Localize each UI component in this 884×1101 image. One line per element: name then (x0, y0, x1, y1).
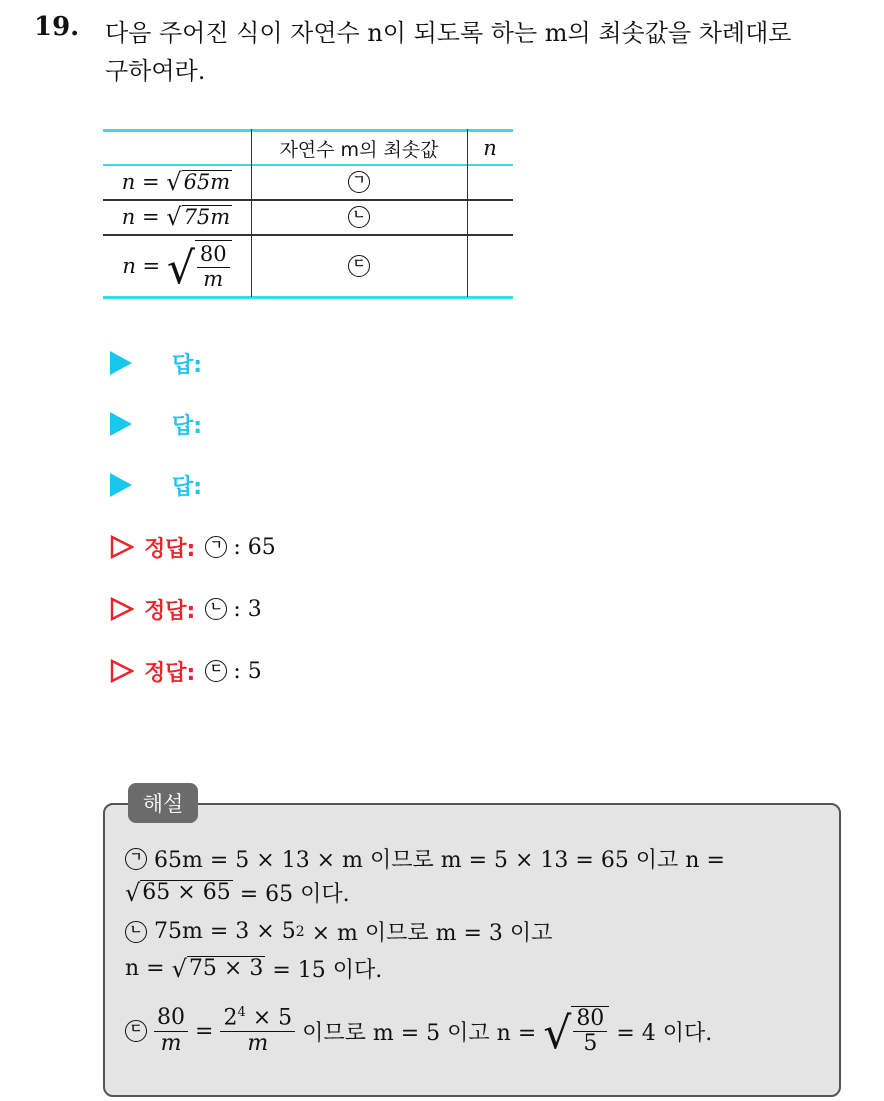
explanation-text: 이므로 m = 5 이고 n = (302, 1020, 537, 1046)
triangle-outline-icon (110, 659, 134, 683)
circle-marker: ㄷ (205, 660, 227, 682)
table-row-1-n (467, 165, 513, 199)
question-text (105, 14, 865, 90)
radicand: 75m (183, 204, 231, 229)
fraction (154, 1006, 188, 1055)
circle-marker: ㄴ (125, 921, 147, 943)
sqrt: √ 65m (166, 168, 231, 197)
table-row-2-min-m (251, 200, 467, 234)
fraction (197, 243, 230, 290)
table-row-2-n (467, 200, 513, 234)
answer-label: 답: (172, 352, 203, 378)
explanation-text: n = (125, 956, 165, 981)
sqrt: √ $\frac{80}{m}$ (167, 240, 232, 290)
correct-answer-label: 정답: (144, 536, 196, 562)
answer-blank-2[interactable] (110, 404, 202, 444)
answer-label: 답: (172, 474, 203, 500)
question-number: 19. (34, 12, 80, 42)
sqrt: √ 75 × 3 (171, 955, 264, 984)
sqrt: √ 75m (166, 203, 231, 232)
fraction (220, 1006, 295, 1056)
triangle-outline-icon (110, 597, 134, 621)
explanation-line-5 (125, 996, 712, 1066)
triangle-filled-icon (110, 473, 132, 497)
fraction (573, 1007, 607, 1056)
correct-answer-value: ㄱ : 65 (205, 535, 275, 560)
frac-denominator: m (160, 1030, 182, 1056)
frac-numerator: 80 (154, 1006, 188, 1031)
circle-marker: ㄱ (125, 848, 147, 870)
explanation-line-2 (125, 877, 350, 908)
table-row-3-min-m (251, 235, 467, 296)
explanation-line-4 (125, 953, 382, 984)
frac-numerator: $2^4 \times 5$ (220, 1006, 295, 1032)
question-text-line1: 다음 주어진 식이 자연수 n이 되도록 하는 m의 최솟값을 차례대로 (105, 19, 792, 47)
expr-lhs: n = (122, 253, 161, 278)
answer-blank-3[interactable] (110, 465, 202, 505)
question-text-line2: 구하여라. (105, 57, 206, 85)
radicand: 65 × 65 (142, 879, 231, 905)
explanation-line-1 (125, 843, 725, 874)
expr-lhs: n = (121, 205, 160, 229)
table-row-1-expression (103, 165, 251, 199)
table-row-2-expression (103, 200, 251, 234)
frac-denominator: m (247, 1030, 269, 1056)
circle-marker: ㄴ (205, 598, 227, 620)
answer-blank-1[interactable] (110, 343, 202, 383)
radicand: 75 × 3 (188, 955, 264, 981)
answer-label: 답: (172, 413, 203, 439)
explanation-text: 75m = 3 × 5 (154, 919, 296, 944)
sqrt: √ 65 × 65 (125, 879, 231, 908)
frac-numerator: 80 (573, 1007, 607, 1032)
circle-marker: ㄴ (348, 206, 370, 228)
explanation-text: = 15 이다. (272, 958, 383, 983)
table-row-1-min-m (251, 165, 467, 199)
equals-sign: = (195, 1018, 214, 1044)
explanation-line-3 (125, 916, 552, 947)
circle-marker: ㄷ (125, 1020, 147, 1042)
frac-numerator: 80 (197, 243, 230, 267)
circle-marker: ㄷ (348, 255, 370, 277)
circle-marker: ㄱ (205, 536, 227, 558)
radicand: 65m (183, 169, 231, 194)
correct-answer-label: 정답: (144, 598, 196, 624)
correct-answer-value: ㄷ : 5 (205, 659, 261, 684)
explanation-text: = 4 이다. (616, 1020, 713, 1046)
expr-lhs: n = (121, 170, 160, 194)
table-row-3-n (467, 235, 513, 296)
correct-answer-label: 정답: (144, 660, 196, 686)
table-header-min-m: 자연수 m의 최솟값 (279, 138, 439, 161)
explanation-tag: 해설 (128, 783, 198, 823)
explanation-text: = 65 이다. (239, 882, 350, 907)
frac-denominator: 5 (583, 1031, 598, 1056)
triangle-filled-icon (110, 351, 132, 375)
triangle-outline-icon (110, 535, 134, 559)
correct-answer-2 (110, 589, 262, 629)
correct-answer-3 (110, 651, 262, 691)
frac-denominator: m (203, 266, 224, 291)
circle-marker: ㄱ (348, 171, 370, 193)
superscript: 2 (295, 923, 305, 940)
answer-table (103, 129, 513, 299)
sqrt: √ $\frac{80}{5}$ (543, 1006, 609, 1056)
explanation-text: 65m = 5 × 13 × m 이므로 m = 5 × 13 = 65 이고 n = (154, 848, 725, 873)
table-header-n: n (483, 136, 497, 160)
table-row-3-expression (103, 235, 251, 296)
triangle-filled-icon (110, 412, 132, 436)
correct-answer-1 (110, 527, 276, 567)
table-rule-bottom (103, 296, 513, 299)
explanation-text: × m 이므로 m = 3 이고 (311, 921, 553, 946)
correct-answer-value: ㄴ : 3 (205, 597, 261, 622)
